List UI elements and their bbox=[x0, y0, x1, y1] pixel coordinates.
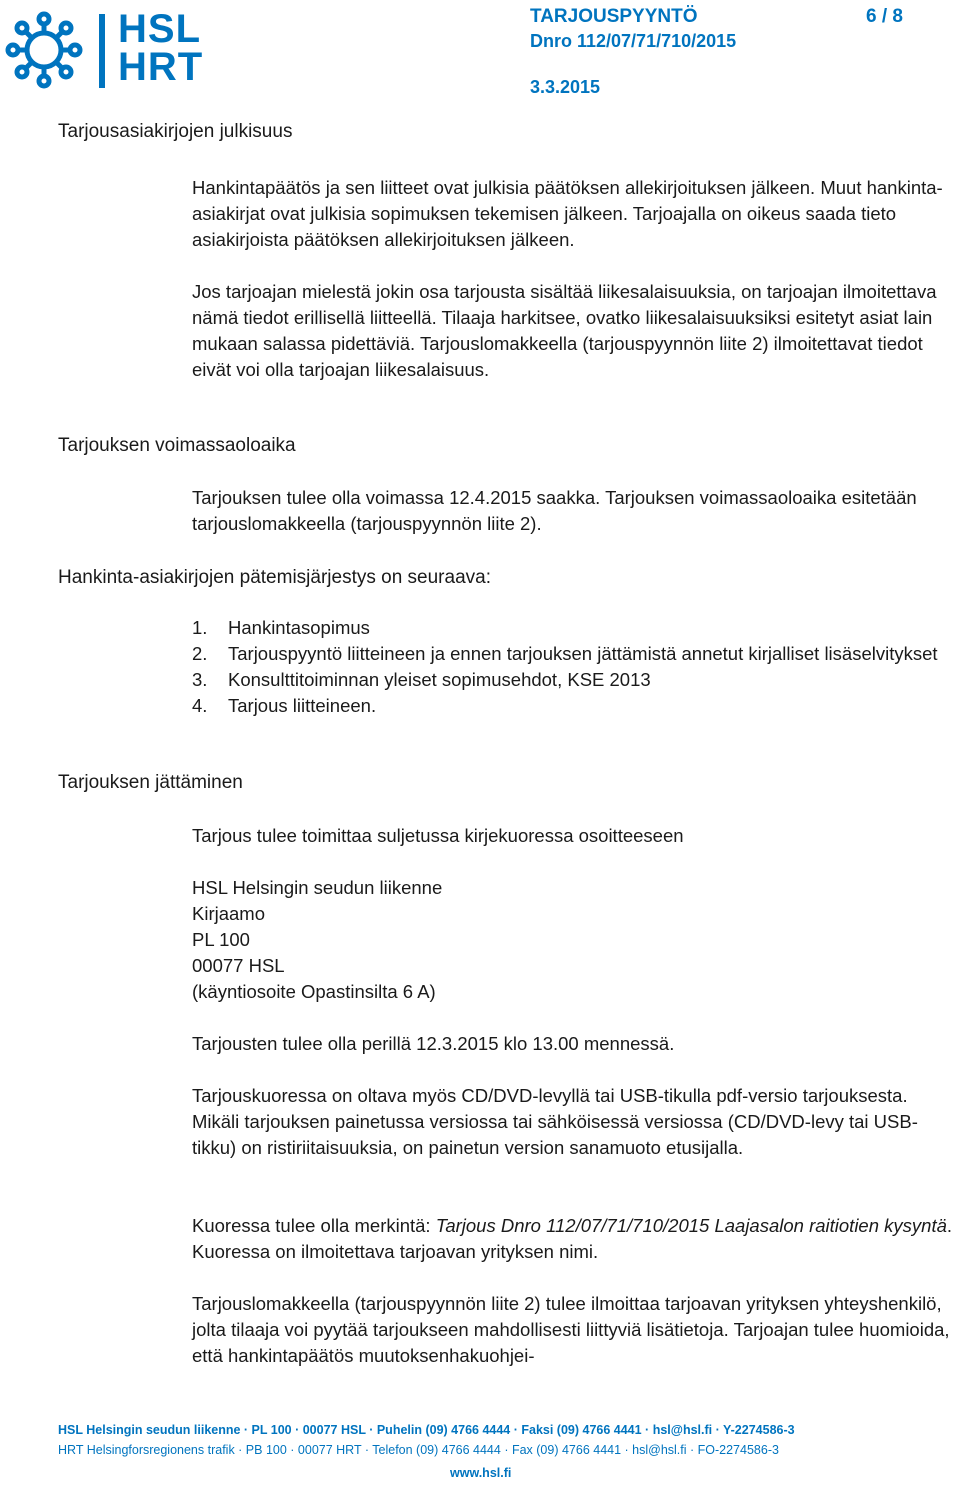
address-line: HSL Helsingin seudun liikenne bbox=[192, 877, 443, 898]
precedence-list bbox=[192, 615, 952, 719]
heading-submission: Tarjouksen jättäminen bbox=[58, 772, 243, 793]
address-line: Kirjaamo bbox=[192, 903, 265, 924]
submission-deadline: Tarjousten tulee olla perillä 12.3.2015 klo 13.00 mennessä. bbox=[192, 1033, 675, 1054]
submission-intro: Tarjous tulee toimittaa suljetussa kirjekuoressa osoitteeseen bbox=[192, 825, 684, 846]
heading-precedence: Hankinta-asiakirjojen pätemisjärjestys on seuraava: bbox=[58, 567, 491, 588]
address-line: (käyntiosoite Opastinsilta 6 A) bbox=[192, 981, 436, 1002]
hsl-logo-icon bbox=[4, 10, 84, 90]
list-item-number: 4. bbox=[192, 695, 208, 716]
publicity-paragraph-1: Hankintapäätös ja sen liitteet ovat julkisia päätöksen allekirjoituksen jälkeen. Muut hankinta-asiakirjat ovat julkisia sopimuksen tekemisen jälkeen. Tarjoajalla on oikeus saada tieto asiakirjoista päätöksen allekirjoituksen jälkeen. bbox=[192, 177, 943, 250]
heading-publicity: Tarjousasiakirjojen julkisuus bbox=[58, 121, 293, 142]
logo-line-hrt: HRT bbox=[118, 45, 204, 89]
validity-paragraph: Tarjouksen tulee olla voimassa 12.4.2015 saakka. Tarjouksen voimassaoloaika esitetään tarjouslomakkeella (tarjouspyynnön liite 2). bbox=[192, 487, 917, 534]
submission-digital-copy: Tarjouskuoressa on oltava myös CD/DVD-levyllä tai USB-tikulla pdf-versio tarjouksesta. Mikäli tarjouksen painetussa versiossa tai sähköisessä versiossa (CD/DVD-levy tai USB-tikku) on ristiriitaisuuksia, on painetun version sanamuoto etusijalla. bbox=[192, 1085, 918, 1158]
document-number: Dnro 112/07/71/710/2015 bbox=[530, 31, 737, 51]
submission-marking bbox=[192, 1213, 952, 1265]
marking-label: Tarjous Dnro 112/07/71/710/2015 Laajasalon raitiotien kysyntä bbox=[435, 1215, 947, 1236]
document-date: 3.3.2015 bbox=[530, 77, 601, 97]
publicity-paragraph-2: Jos tarjoajan mielestä jokin osa tarjousta sisältää liikesalaisuuksia, on tarjoajan ilmoitettava nämä tiedot erillisellä liitteellä. Tilaaja harkitsee, ovatko liikesalaisuuksiksi esitetyt asiat lain mukaan salassa pidettäviä. Tarjouslomakkeella (tarjouspyynnön liite 2) ilmoitettavat tiedot eivät voi olla tarjoajan liikesalaisuus. bbox=[192, 281, 937, 380]
heading-validity: Tarjouksen voimassaoloaika bbox=[58, 435, 296, 456]
list-item bbox=[192, 615, 952, 641]
address-line: 00077 HSL bbox=[192, 955, 285, 976]
document-title: TARJOUSPYYNTÖ bbox=[530, 6, 698, 27]
marking-prefix: Kuoressa tulee olla merkintä: bbox=[192, 1215, 436, 1236]
marking-suffix: . Kuoressa on ilmoitettava tarjoavan yrityksen nimi. bbox=[192, 1215, 953, 1262]
list-item bbox=[192, 667, 952, 693]
list-item bbox=[192, 693, 952, 719]
footer-swedish: HRT Helsingforsregionens trafik · PB 100 · 00077 HRT · Telefon (09) 4766 4444 · Fax (09) 4766 4441 · hsl@hsl.fi · FO-2274586-3 bbox=[58, 1443, 779, 1457]
list-item-number: 2. bbox=[192, 643, 208, 664]
list-item-text: Hankintasopimus bbox=[228, 617, 370, 638]
footer-website-link[interactable]: www.hsl.fi bbox=[450, 1466, 512, 1480]
page-number: 6 / 8 bbox=[866, 6, 903, 27]
footer-finnish: HSL Helsingin seudun liikenne · PL 100 · 00077 HSL · Puhelin (09) 4766 4444 · Faksi (09) 4766 4441 · hsl@hsl.fi · Y-2274586-3 bbox=[58, 1423, 795, 1437]
logo-divider bbox=[99, 14, 105, 88]
address-line: PL 100 bbox=[192, 929, 250, 950]
list-item-text: Tarjous liitteineen. bbox=[228, 695, 377, 716]
list-item-text: Tarjouspyyntö liitteineen ja ennen tarjouksen jättämistä annetut kirjalliset lisäselvitykset bbox=[228, 643, 938, 664]
submission-contact: Tarjouslomakkeella (tarjouspyynnön liite 2) tulee ilmoittaa tarjoavan yrityksen yhteyshenkilö, jolta tilaaja voi pyytää tarjoukseen mahdollisesti liittyviä lisätietoja. Tarjoajan tulee huomioida, että hankintapäätös muutoksenhakuohjei- bbox=[192, 1293, 950, 1366]
list-item-text: Konsulttitoiminnan yleiset sopimusehdot, KSE 2013 bbox=[228, 669, 651, 690]
logo-line-hsl: HSL bbox=[118, 7, 201, 51]
list-item bbox=[192, 641, 952, 667]
logo-wordmark bbox=[118, 7, 204, 89]
delivery-address bbox=[192, 875, 442, 1005]
list-item-number: 1. bbox=[192, 617, 208, 638]
list-item-number: 3. bbox=[192, 669, 208, 690]
